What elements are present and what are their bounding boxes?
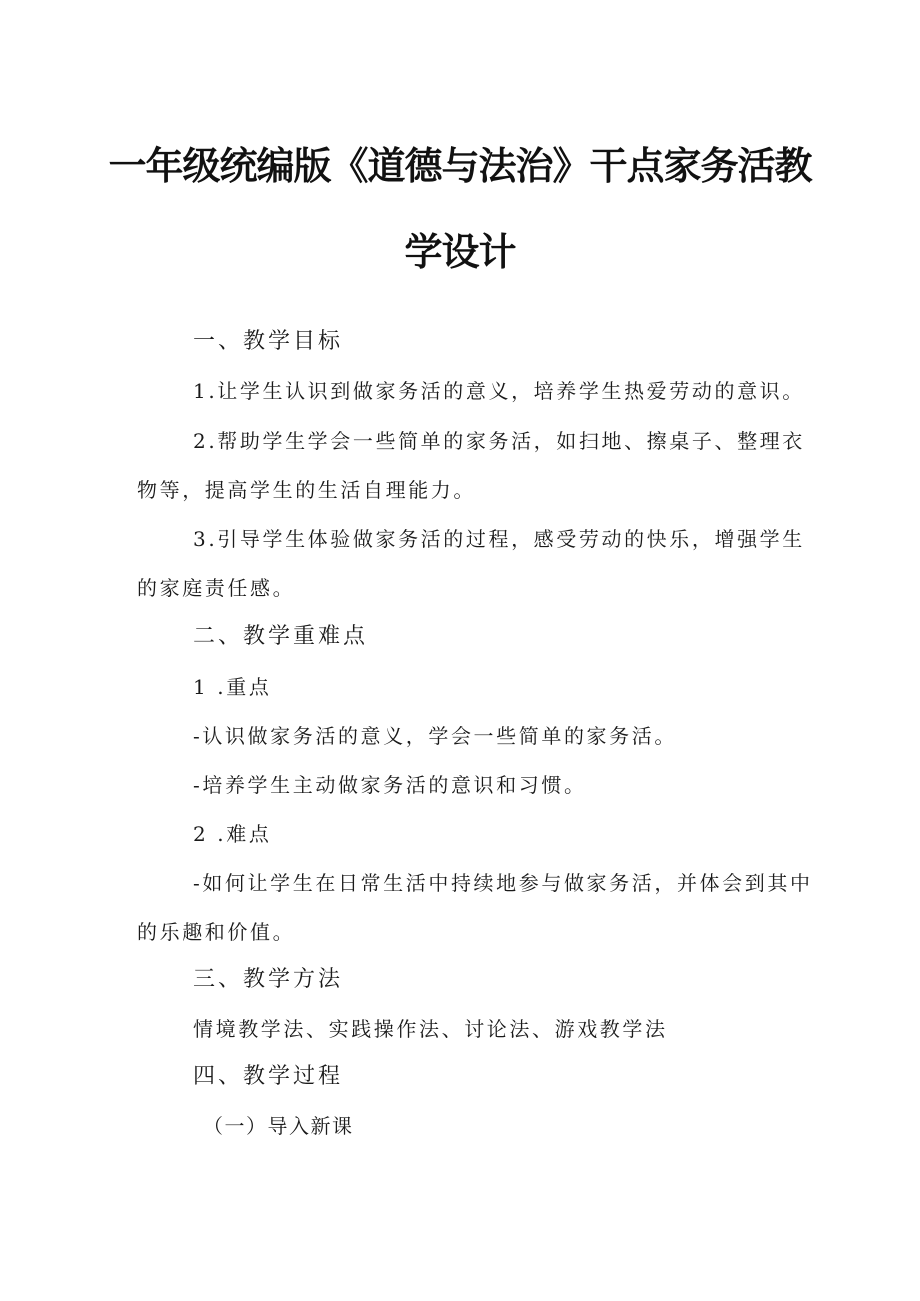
- methods-text: 情境教学法、实践操作法、讨论法、游戏教学法: [193, 1017, 668, 1041]
- focus-item-2: -培养学生主动做家务活的意识和习惯。: [193, 773, 587, 797]
- focus-label: 1 .重点: [193, 675, 272, 699]
- goal-item-1: 1.让学生认识到做家务活的意义，培养学生热爱劳动的意识。: [193, 379, 805, 403]
- section-heading-goals: 一、教学目标: [193, 329, 344, 354]
- difficulty-item-line-2: 的乐趣和价值。: [137, 920, 296, 944]
- process-sub-heading-1: （一）导入新课: [203, 1114, 354, 1138]
- difficulty-item-line-1: -如何让学生在日常生活中持续地参与做家务活，并体会到其中: [193, 871, 813, 895]
- difficulty-label: 2 .难点: [193, 822, 272, 846]
- section-heading-process: 四、教学过程: [193, 1064, 344, 1089]
- goal-item-2-line-2: 物等，提高学生的生活自理能力。: [137, 478, 476, 502]
- goal-item-3-line-1: 3.引导学生体验做家务活的过程，感受劳动的快乐，增强学生: [193, 527, 805, 551]
- document-title-line-2: 学设计: [404, 230, 516, 274]
- goal-item-2-line-1: 2.帮助学生学会一些简单的家务活，如扫地、擦桌子、整理衣: [193, 429, 805, 453]
- goal-item-3-line-2: 的家庭责任感。: [137, 576, 296, 600]
- section-heading-key-points: 二、教学重难点: [193, 624, 369, 649]
- focus-item-1: -认识做家务活的意义，学会一些简单的家务活。: [193, 724, 677, 748]
- document-title-line-1: 一年级统编版《道德与法治》干点家务活教: [108, 144, 812, 188]
- section-heading-methods: 三、教学方法: [193, 967, 344, 992]
